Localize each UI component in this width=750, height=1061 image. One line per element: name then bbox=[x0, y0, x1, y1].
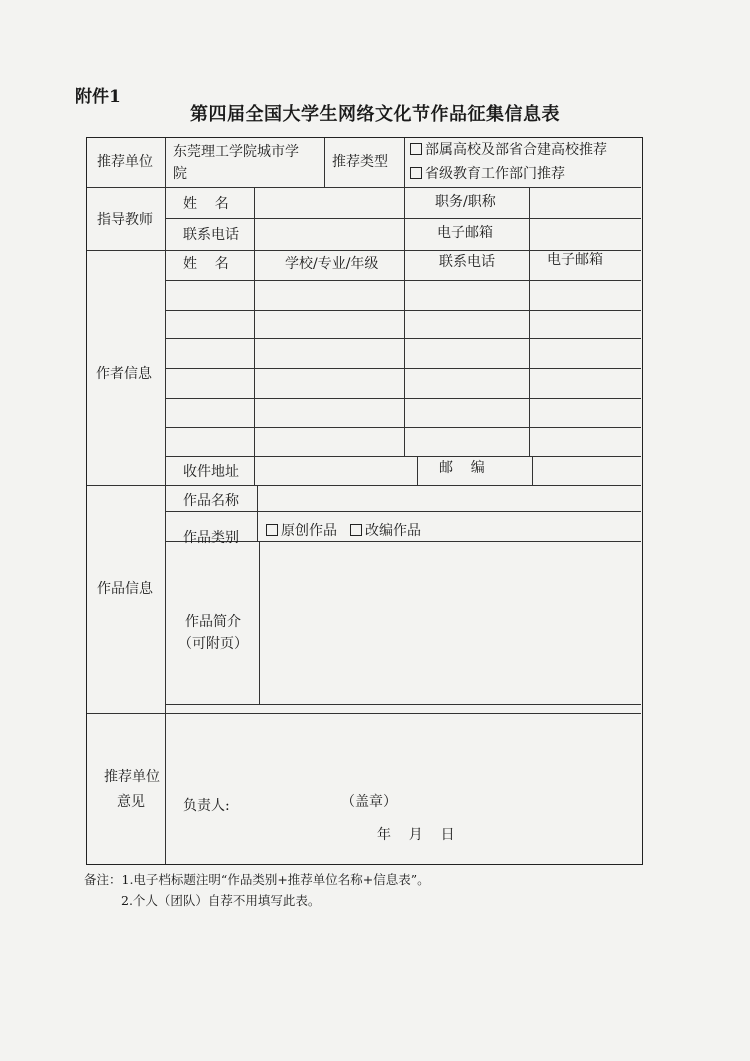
checkbox-icon bbox=[410, 143, 422, 155]
category-option-adapted[interactable]: 改编作品 bbox=[350, 521, 421, 541]
row-divider bbox=[165, 338, 641, 339]
col-divider bbox=[324, 138, 325, 187]
seal-label: （盖章） bbox=[341, 794, 397, 810]
col-divider bbox=[404, 138, 405, 187]
col-divider bbox=[254, 250, 255, 485]
author-section-label: 作者信息 bbox=[96, 366, 152, 382]
work-section-label: 作品信息 bbox=[97, 581, 153, 597]
opinion-section-label-cont: 意见 bbox=[117, 794, 145, 810]
note-line-2: 2.个人（团队）自荐不用填写此表。 bbox=[121, 893, 321, 908]
advisor-phone-label: 联系电话 bbox=[183, 227, 239, 243]
note-line-1: 备注：1.电子档标题注明“作品类别+推荐单位名称+信息表”。 bbox=[84, 872, 430, 887]
advisor-title-label: 职务/职称 bbox=[435, 194, 496, 210]
row-divider bbox=[165, 398, 641, 399]
recommend-unit-label: 推荐单位 bbox=[97, 154, 153, 170]
author-col-name: 姓 名 bbox=[183, 256, 229, 272]
address-label: 收件地址 bbox=[183, 464, 239, 480]
col-divider bbox=[532, 456, 533, 485]
author-col-email: 电子邮箱 bbox=[547, 252, 603, 268]
col-divider bbox=[165, 138, 166, 864]
opinion-section-label: 推荐单位 bbox=[104, 769, 160, 785]
recommend-type-option-2[interactable]: 省级教育工作部门推荐 bbox=[410, 164, 565, 184]
work-intro-note: （可附页） bbox=[178, 636, 248, 652]
col-divider bbox=[404, 187, 405, 250]
recommend-type-option-1[interactable]: 部属高校及部省合建高校推荐 bbox=[410, 140, 607, 160]
row-divider bbox=[165, 218, 641, 219]
postcode-label: 邮 编 bbox=[439, 460, 485, 476]
row-divider bbox=[165, 310, 641, 311]
row-divider bbox=[165, 280, 641, 281]
row-divider bbox=[165, 704, 641, 705]
col-divider bbox=[254, 187, 255, 250]
checkbox-icon bbox=[350, 524, 362, 536]
attachment-label: 附件1 bbox=[75, 87, 121, 107]
row-divider bbox=[165, 456, 641, 457]
recommend-unit-value-cont: 院 bbox=[173, 166, 187, 182]
info-form-table bbox=[86, 137, 643, 865]
col-divider bbox=[529, 250, 530, 456]
author-col-phone: 联系电话 bbox=[439, 254, 495, 270]
recommend-unit-value: 东莞理工学院城市学 bbox=[173, 144, 299, 160]
author-col-school: 学校/专业/年级 bbox=[285, 256, 379, 272]
form-title: 第四届全国大学生网络文化节作品征集信息表 bbox=[190, 104, 560, 125]
advisor-name-label: 姓 名 bbox=[183, 196, 229, 212]
checkbox-icon bbox=[410, 167, 422, 179]
work-intro-label: 作品简介 bbox=[185, 614, 241, 630]
responsible-label: 负责人: bbox=[183, 798, 230, 814]
col-divider bbox=[257, 485, 258, 541]
col-divider bbox=[417, 456, 418, 485]
date-label: 年 月 日 bbox=[377, 827, 455, 843]
row-divider bbox=[87, 713, 641, 714]
col-divider bbox=[529, 187, 530, 250]
row-divider bbox=[165, 368, 641, 369]
row-divider bbox=[165, 511, 641, 512]
category-option-original[interactable]: 原创作品 bbox=[266, 521, 337, 541]
work-name-label: 作品名称 bbox=[183, 493, 239, 509]
row-divider bbox=[87, 187, 641, 188]
advisor-section-label: 指导教师 bbox=[97, 212, 153, 228]
recommend-type-label: 推荐类型 bbox=[332, 154, 388, 170]
row-divider bbox=[87, 485, 641, 486]
col-divider bbox=[404, 250, 405, 456]
work-category-label: 作品类别 bbox=[183, 530, 239, 546]
col-divider bbox=[259, 541, 260, 704]
advisor-email-label: 电子邮箱 bbox=[437, 225, 493, 241]
row-divider bbox=[165, 427, 641, 428]
checkbox-icon bbox=[266, 524, 278, 536]
